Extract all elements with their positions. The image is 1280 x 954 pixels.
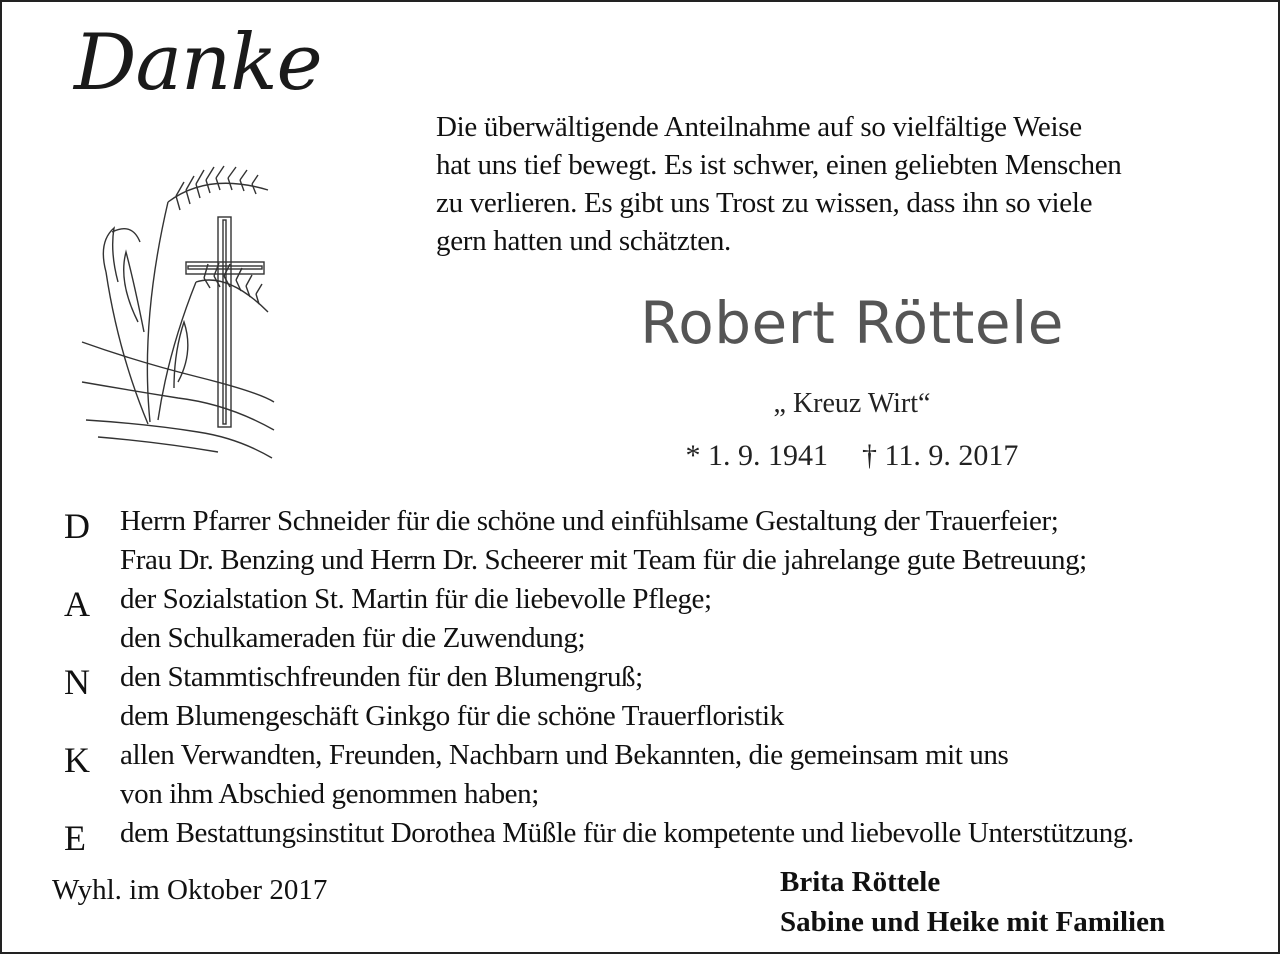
acrostic-letter: K: [64, 740, 90, 780]
life-dates: [432, 439, 1272, 473]
danke-title: Danke: [74, 18, 322, 108]
thanks-row: [2, 814, 1278, 858]
intro-line: zu verlieren. Es gibt uns Trost zu wissen, dass ihn so viele: [436, 187, 1093, 219]
deceased-nickname: „ Kreuz Wirt“: [773, 388, 931, 419]
cross-wheat-illustration: [78, 162, 278, 462]
signature-line: Brita Röttele: [780, 866, 941, 898]
acrostic-letter: D: [64, 506, 90, 546]
thanks-row: [2, 541, 1278, 580]
thanks-row: [2, 658, 1278, 702]
birth-date: * 1. 9. 1941: [685, 439, 829, 472]
thanks-row: [2, 697, 1278, 736]
thanks-line: dem Blumengeschäft Ginkgo für die schöne Trauerfloristik: [120, 700, 784, 732]
intro-line: Die überwältigende Anteilnahme auf so vielfältige Weise: [436, 111, 1082, 143]
acrostic-letter: A: [64, 584, 90, 624]
thanks-line: den Stammtischfreunden für den Blumengruß;: [120, 661, 643, 693]
thanks-line: dem Bestattungsinstitut Dorothea Müßle für die kompetente und liebevolle Unterstützung.: [120, 817, 1134, 849]
thanks-line: allen Verwandten, Freunden, Nachbarn und Bekannten, die gemeinsam mit uns: [120, 739, 1009, 771]
thanks-row: [2, 502, 1278, 546]
intro-line: hat uns tief bewegt. Es ist schwer, einen geliebten Menschen: [436, 149, 1122, 181]
thanks-line: Frau Dr. Benzing und Herrn Dr. Scheerer mit Team für die jahrelange gute Betreuung;: [120, 544, 1087, 576]
thanks-row: [2, 775, 1278, 814]
place-date: Wyhl. im Oktober 2017: [52, 874, 328, 906]
thanks-row: [2, 736, 1278, 780]
thanks-row: [2, 619, 1278, 658]
signature-line: Sabine und Heike mit Familien: [780, 906, 1166, 938]
thanks-line: den Schulkameraden für die Zuwendung;: [120, 622, 586, 654]
thanks-line: Herrn Pfarrer Schneider für die schöne und einfühlsame Gestaltung der Trauerfeier;: [120, 505, 1059, 537]
acrostic-letter: E: [64, 818, 86, 858]
thanks-row: [2, 580, 1278, 624]
death-date: † 11. 9. 2017: [862, 439, 1019, 472]
intro-text: [436, 108, 1256, 260]
acrostic-letter: N: [64, 662, 90, 702]
thanks-line: von ihm Abschied genommen haben;: [120, 778, 539, 810]
thanks-line: der Sozialstation St. Martin für die liebevolle Pflege;: [120, 583, 712, 615]
signatures: [780, 862, 1165, 942]
intro-line: gern hatten und schätzten.: [436, 225, 731, 257]
deceased-name: Robert Röttele: [640, 289, 1064, 357]
